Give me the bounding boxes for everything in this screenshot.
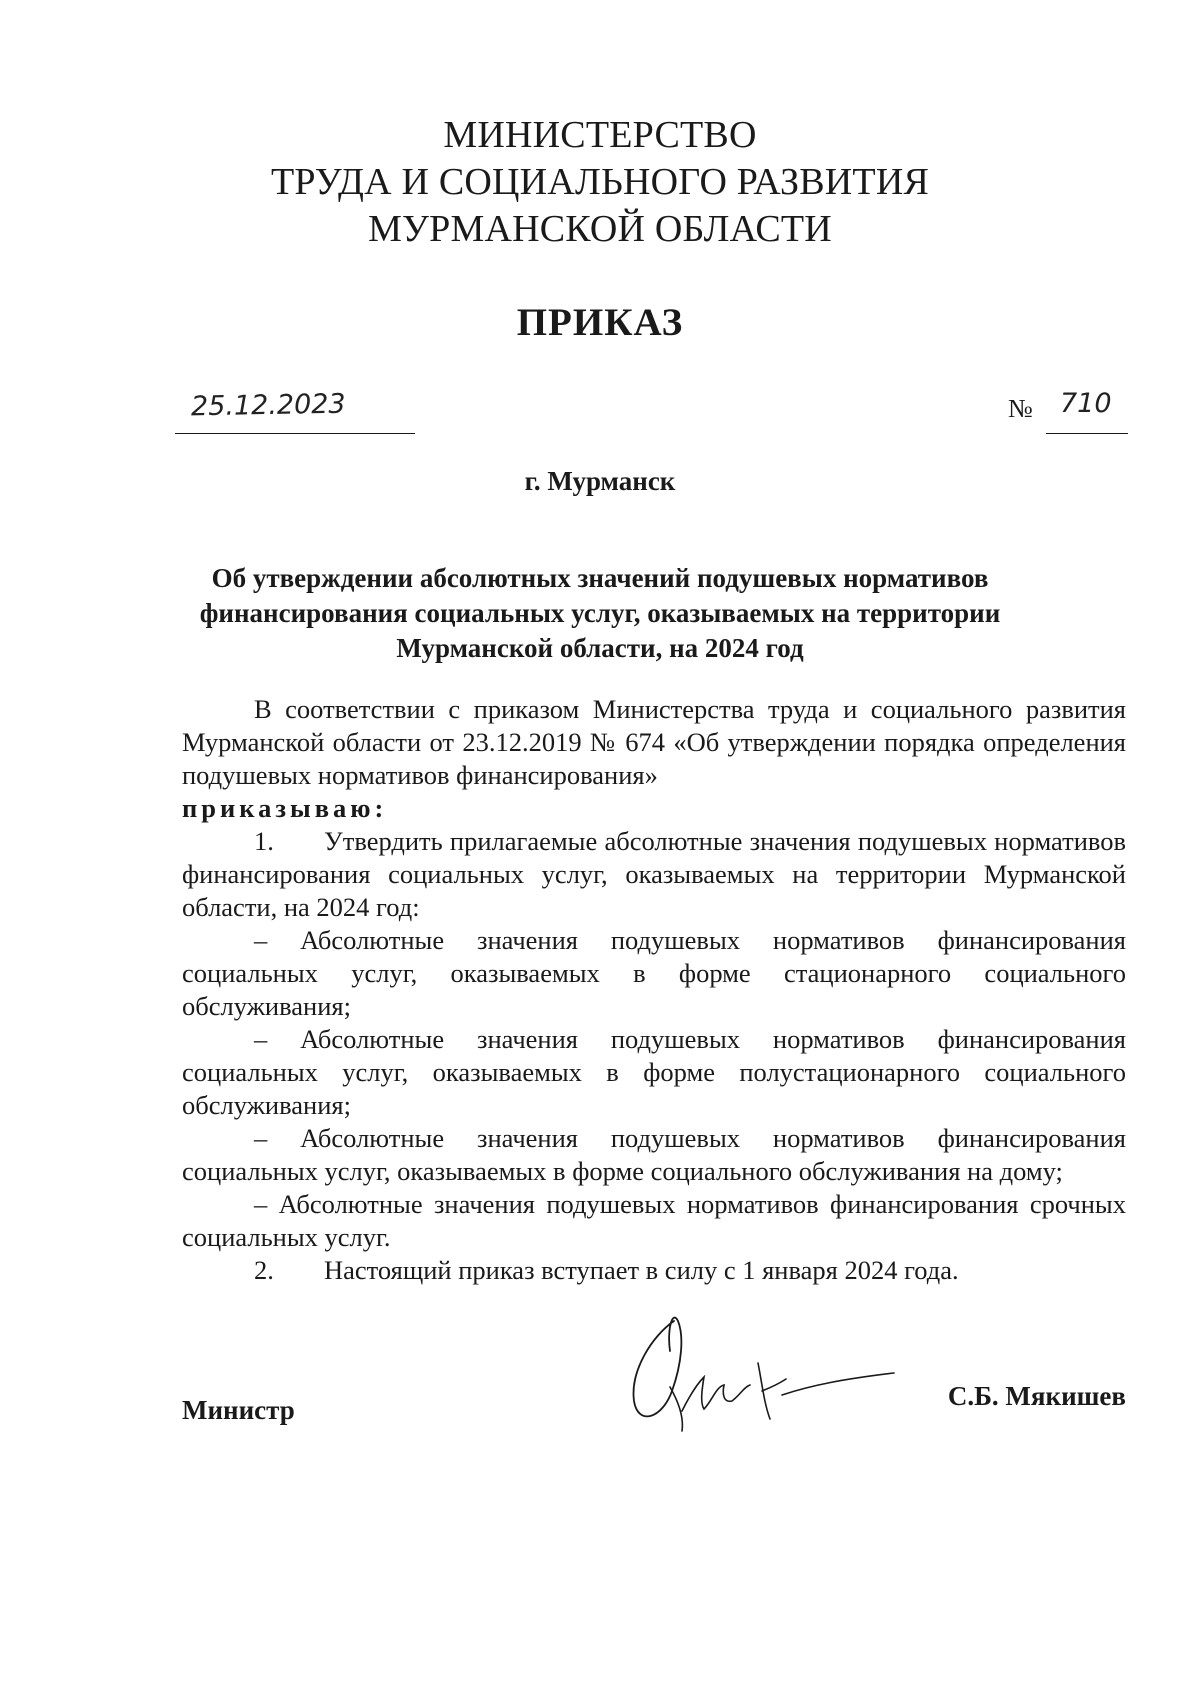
order-number-field bbox=[1008, 388, 1128, 434]
date-underline bbox=[175, 433, 415, 434]
ministry-line-3: МУРМАНСКОЙ ОБЛАСТИ bbox=[368, 208, 832, 250]
subject-line-3: Мурманской области, на 2024 год bbox=[396, 633, 804, 663]
order-body bbox=[182, 693, 1126, 1287]
number-underline bbox=[1046, 433, 1128, 434]
item-2-text: Настоящий приказ вступает в силу с 1 января 2024 года. bbox=[324, 1255, 959, 1285]
item-1-text: Утвердить прилагаемые абсолютные значения подушевых нормативов финансирования социальных услуг, оказываемых на территории Мурманской области, на 2024 год: bbox=[182, 826, 1126, 922]
handwritten-date: 25.12.2023 bbox=[190, 388, 346, 423]
preamble-paragraph: В соответствии с приказом Министерства труда и социального развития Мурманской области от 23.12.2019 № 674 «Об утверждении порядка определения подушевых нормативов финансирования» bbox=[182, 694, 1126, 790]
order-subject bbox=[0, 561, 1200, 666]
bullet-item: – Абсолютные значения подушевых нормативов финансирования социальных услуг, оказываемых в форме полустационарного социального обслуживания; bbox=[182, 1024, 1126, 1120]
handwritten-signature-icon bbox=[612, 1291, 912, 1441]
ministry-line-2: ТРУДА И СОЦИАЛЬНОГО РАЗВИТИЯ bbox=[270, 161, 930, 203]
subject-line-1: Об утверждении абсолютных значений подушевых нормативов bbox=[211, 563, 989, 593]
item-1-paragraph bbox=[182, 825, 1126, 924]
signature-block bbox=[182, 1381, 1126, 1535]
order-date-field bbox=[175, 388, 415, 434]
bullet-item: – Абсолютные значения подушевых нормативов финансирования социальных услуг, оказываемых в форме стационарного социального обслуживания; bbox=[182, 925, 1126, 1021]
handwritten-number: 710 bbox=[1060, 388, 1112, 419]
ministry-line-1: МИНИСТЕРСТВО bbox=[443, 114, 757, 156]
city-line: г. Мурманск bbox=[524, 466, 676, 496]
item-2-paragraph bbox=[182, 1254, 1126, 1287]
bullet-item: – Абсолютные значения подушевых нормативов финансирования срочных социальных услуг. bbox=[182, 1189, 1126, 1252]
ministry-heading bbox=[0, 112, 1200, 253]
order-word: приказываю: bbox=[182, 793, 388, 823]
bullet-item: – Абсолютные значения подушевых нормативов финансирования социальных услуг, оказываемых в форме социального обслуживания на дому; bbox=[182, 1123, 1126, 1186]
item-1-number: 1. bbox=[254, 826, 274, 856]
signer-name: С.Б. Мякишев bbox=[947, 1381, 1126, 1411]
number-sign: № bbox=[1008, 394, 1033, 423]
item-2-number: 2. bbox=[254, 1255, 274, 1285]
subject-line-2: финансирования социальных услуг, оказываемых на территории bbox=[199, 598, 1001, 628]
document-type-title: ПРИКАЗ bbox=[516, 301, 684, 344]
signer-title: Министр bbox=[182, 1395, 295, 1425]
